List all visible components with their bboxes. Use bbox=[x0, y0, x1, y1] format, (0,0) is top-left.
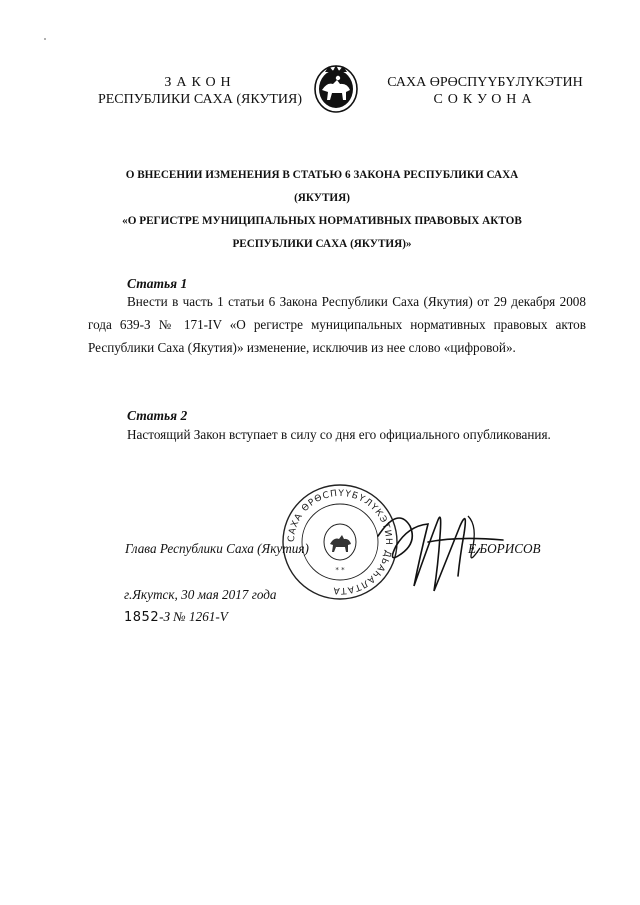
emblem-icon bbox=[313, 62, 359, 114]
article2-heading: Статья 2 bbox=[127, 408, 188, 423]
article1-heading: Статья 1 bbox=[127, 276, 188, 291]
law-title bbox=[100, 164, 544, 256]
scan-speck bbox=[44, 38, 46, 40]
law-title-line3: РЕСПУБЛИКИ САХА (ЯКУТИЯ)» bbox=[232, 238, 412, 250]
header-right-line1: САХА ӨРӨСПҮҮБҮЛҮКЭТИН bbox=[387, 75, 583, 90]
header-left-line2: РЕСПУБЛИКИ САХА (ЯКУТИЯ) bbox=[97, 92, 303, 107]
law-title-line1: О ВНЕСЕНИИ ИЗМЕНЕНИЯ В СТАТЬЮ 6 ЗАКОНА РЕСПУБЛИКИ САХА (ЯКУТИЯ) bbox=[125, 169, 519, 204]
law-number-typed: -З № 1261-V bbox=[159, 609, 228, 624]
seal-text: САХА ӨРӨСПҮҮБҮЛҮКЭТИН ДЬАҺАЛТАТА bbox=[286, 488, 394, 596]
header-left-line1: ЗАКОН bbox=[164, 75, 236, 90]
svg-text:* *: * * bbox=[335, 566, 345, 574]
header-right-line2: СОКУОНА bbox=[433, 92, 537, 107]
place-date: г.Якутск, 30 мая 2017 года bbox=[124, 587, 277, 602]
signatory-name: Е.БОРИСОВ bbox=[468, 541, 541, 556]
law-title-line2: «О РЕГИСТРЕ МУНИЦИПАЛЬНЫХ НОРМАТИВНЫХ ПРАВОВЫХ АКТОВ bbox=[122, 215, 522, 227]
law-number-handwritten: 1852 bbox=[124, 610, 160, 625]
signatory-title: Глава Республики Саха (Якутия) bbox=[125, 541, 309, 556]
header-left bbox=[80, 74, 320, 108]
article2-text: Настоящий Закон вступает в силу со дня его официального опубликования. bbox=[127, 427, 551, 442]
law-number bbox=[124, 609, 228, 625]
article1-text: Внести в часть 1 статьи 6 Закона Республики Саха (Якутия) от 29 декабря 2008 года 639-З № 171-IV «О регистре муниципальных нормативных правовых актов Республики Саха (Якутия)» изменение, исключив из нее слово «цифровой». bbox=[88, 294, 586, 355]
header-right bbox=[370, 74, 600, 108]
